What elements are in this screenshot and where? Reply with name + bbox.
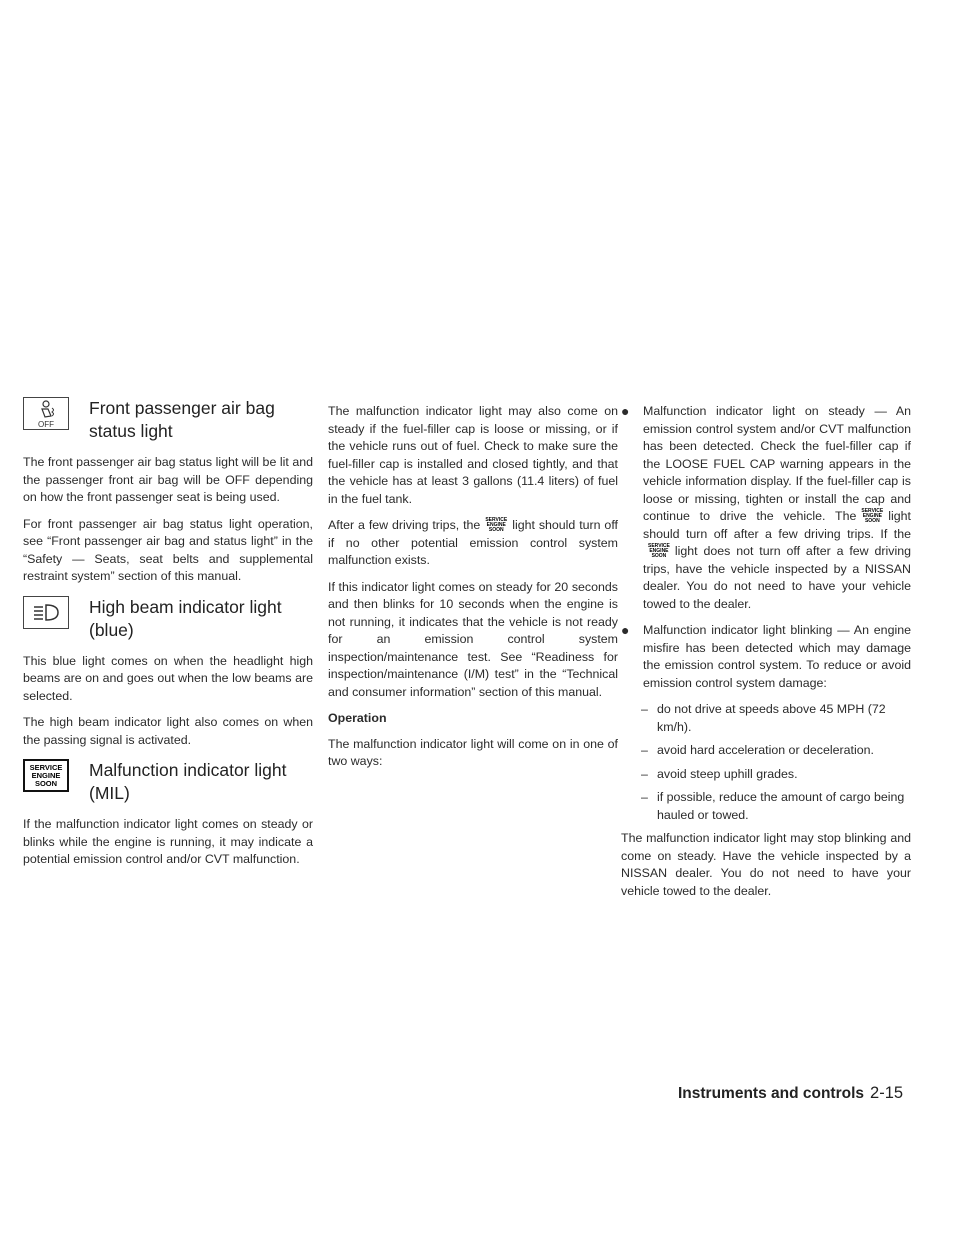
high-beam-title: High beam indicator light (blue) xyxy=(89,596,282,640)
mil-paragraph-1: If the malfunction indicator light comes on steady or blinks while the engine is running, it may indicate a potential emission control and/or CVT malfunction. xyxy=(23,817,313,866)
bullet-steady: ● Malfunction indicator light on steady — An emission control system and/or CVT malfunction has been detected. Check the fuel-filler cap if the LOOSE FUEL CAP warning appears in the vehicle information display. If the fuel-filler cap is loose or missing, tighten or install the cap and continue to drive the vehicle. The SERVICE ENGINE SOON light should turn off after a few driving trips. If the SERVICE ENGINE SOON light does not turn off after a few driving trips, have the vehicle inspected by a NISSAN dealer. You do not need to have your vehicle towed to the dealer. xyxy=(621,403,911,613)
column-1 xyxy=(23,397,313,878)
airbag-off-label: OFF xyxy=(38,420,54,429)
column-3 xyxy=(621,403,911,909)
operation-paragraph: The malfunction indicator light will come on in one of two ways: xyxy=(328,736,618,768)
page-footer xyxy=(678,1084,903,1103)
footer-section-title: Instruments and controls xyxy=(678,1085,865,1102)
service-engine-soon-inline-icon: SERVICE ENGINE SOON xyxy=(485,517,508,534)
fuel-cap-paragraph: The malfunction indicator light may also come on steady if the fuel-filler cap is loose or missing, or if the vehicle runs out of fuel. Check to make sure the fuel-filler cap is installed and closed tightly, and that the vehicle has at least 3 gallons (11.4 liters) of fuel in the fuel tank. xyxy=(328,404,618,506)
high-beam-icon xyxy=(23,596,69,629)
high-beam-paragraph-1: This blue light comes on when the headlight high beams are on and goes out when the low beams are selected. xyxy=(23,653,313,703)
column-2 xyxy=(328,403,618,780)
high-beam-heading xyxy=(23,596,313,642)
mil-heading xyxy=(23,759,313,805)
page-number: 2-15 xyxy=(870,1084,904,1102)
service-engine-soon-inline-icon: SERVICE ENGINE SOON xyxy=(861,508,884,525)
airbag-off-icon xyxy=(23,397,69,430)
bullet-icon: ● xyxy=(621,622,630,638)
operation-subheading: Operation xyxy=(328,711,387,725)
service-engine-soon-icon: SERVICE ENGINE SOON xyxy=(23,759,69,792)
airbag-status-heading xyxy=(23,397,313,443)
stop-blinking-paragraph: The malfunction indicator light may stop blinking and come on steady. Have the vehicle inspected by a NISSAN dealer. You do not need to have your vehicle towed to the dealer. xyxy=(621,831,911,898)
high-beam-paragraph-2: The high beam indicator light also comes on when the passing signal is activated. xyxy=(23,715,313,747)
bullet-blinking: ● Malfunction indicator light blinking — An engine misfire has been detected which may damage the emission control system. To reduce or avoid emission control system damage: xyxy=(621,622,911,692)
service-engine-soon-inline-icon: SERVICE ENGINE SOON xyxy=(648,543,670,560)
airbag-status-paragraph-2: For front passenger air bag status light operation, see “Front passenger air bag and status light” in the “Safety — Seats, seat belts and supplemental restraint system” section of this manual. xyxy=(23,516,313,583)
readiness-paragraph: If this indicator light comes on steady for 20 seconds and then blinks for 10 seconds when the engine is not running, it indicates that the vehicle is not ready for an emission control system inspection/maintenance test. See “Readiness for inspection/maintenance (I/M) test” in the “Technical and consumer information” section of this manual. xyxy=(328,579,618,699)
airbag-status-paragraph-1: The front passenger air bag status light will be lit and the passenger front air bag will be OFF depending on how the front passenger seat is being used. xyxy=(23,455,313,504)
dash-item: – do not drive at speeds above 45 MPH (72 km/h). xyxy=(641,702,886,734)
mil-title: Malfunction indicator light (MIL) xyxy=(89,760,287,803)
dash-item: – avoid steep uphill grades. xyxy=(641,766,798,781)
driving-trips-paragraph: After a few driving trips, the SERVICE ENGINE SOON light should turn off if no other potential emission control system malfunction exists. xyxy=(328,517,618,567)
dash-item: – avoid hard acceleration or deceleration. xyxy=(641,743,874,757)
bullet-icon: ● xyxy=(621,403,630,419)
airbag-status-title: Front passenger air bag status light xyxy=(89,398,275,441)
dash-item: – if possible, reduce the amount of cargo being hauled or towed. xyxy=(641,790,905,822)
